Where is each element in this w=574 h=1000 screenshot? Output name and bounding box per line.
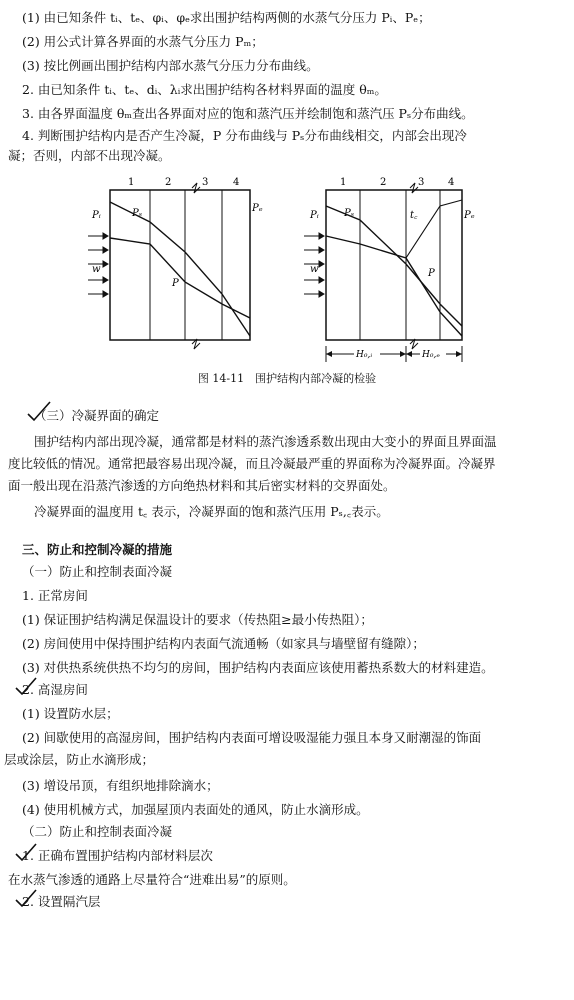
section-3-heading: （三）冷凝界面的确定 (34, 408, 160, 423)
step-4: 2. 由已知条件 tᵢ、tₑ、dᵢ、λᵢ求出围护结构各材料界面的温度 θₘ。 (22, 82, 387, 97)
layer-number-2: 2 (380, 177, 387, 188)
layer-order-text: 在水蒸气渗透的通路上尽量符合“进难出易”的原则。 (8, 872, 296, 887)
section-3-para1-line2: 度比较低的情况。通常把最容易出现冷凝，而且冷凝最严重的界面称为冷凝界面。冷凝界 (8, 456, 496, 471)
label-pe: Pₑ (464, 210, 475, 221)
label-h0i: H₀,ᵢ (356, 350, 373, 360)
vapor-pressure-curve (110, 238, 250, 318)
label-pi: Pᵢ (310, 210, 319, 221)
step-1: (1) 由已知条件 tᵢ、tₑ、φᵢ、φₑ求出围护结构两侧的水蒸气分压力 Pᵢ、Pₑ； (22, 10, 431, 25)
label-tc: t꜀ (410, 210, 418, 221)
step-5: 3. 由各界面温度 θₘ查出各界面对应的饱和蒸汽压并绘制饱和蒸汽压 Pₛ分布曲线。 (22, 106, 474, 121)
humid-room-item-2-cont: 层或涂层，防止水滴形成； (4, 752, 155, 767)
humid-room-item-1: (1) 设置防水层； (22, 706, 119, 721)
normal-room-heading: 1. 正常房间 (22, 588, 88, 603)
normal-room-item-2: (2) 房间使用中保持围护结构内表面气流通畅（如家具与墙壁留有缝隙）； (22, 636, 425, 651)
humid-room-item-2: (2) 间歇使用的高湿房间，围护结构内表面可增设吸湿能力强且本身又耐潮湿的饰面 (22, 730, 482, 745)
section-3-para1-line3: 面一般出现在沿蒸汽渗透的方向绝热材料和其后密实材料的交界面处。 (8, 478, 396, 493)
check-mark-humid-room (12, 676, 48, 700)
label-p: P (428, 268, 435, 279)
layer-number-3: 3 (202, 177, 209, 188)
layer-number-1: 1 (340, 177, 347, 188)
normal-room-item-3: (3) 对供热系统供热不均匀的房间，围护结构内表面应该使用蓄热系数大的材料建造。 (22, 660, 494, 675)
label-w: w (310, 264, 319, 275)
section-three-sub2: （二）防止和控制表面冷凝 (22, 824, 173, 839)
layer-order-heading: 1. 正确布置围护结构内部材料层次 (22, 848, 213, 863)
humid-room-heading: 2. 高湿房间 (22, 682, 88, 697)
label-p: P (172, 278, 179, 289)
break-mark-top (192, 183, 200, 193)
humid-room-item-3: (3) 增设吊顶，有组织地排除滴水； (22, 778, 219, 793)
saturation-pressure-curve (110, 202, 250, 336)
figure-caption: 图 14-11 围护结构内部冷凝的检验 (197, 372, 377, 385)
check-mark-section-3 (24, 400, 64, 424)
section-3-para2: 冷凝界面的温度用 t꜀ 表示，冷凝界面的饱和蒸汽压用 Pₛ,꜀表示。 (34, 504, 389, 519)
vapor-barrier-heading: 2. 设置隔汽层 (22, 894, 101, 909)
break-mark-top (410, 183, 418, 193)
step-6: 4. 判断围护结构内是否产生冷凝，P 分布曲线与 Pₛ分布曲线相交，内部会出现冷 (22, 128, 467, 143)
check-mark-layer-order (12, 842, 48, 866)
normal-room-item-1: (1) 保证围护结构满足保温设计的要求（传热阻≥最小传热阻）； (22, 612, 373, 627)
tangent-line (406, 200, 462, 258)
vapor-pressure-curve (326, 236, 462, 336)
label-w: w (92, 264, 101, 275)
step-2: (2) 用公式计算各界面的水蒸气分压力 Pₘ； (22, 34, 264, 49)
label-h0e: H₀,ₑ (422, 350, 440, 360)
label-ps: Pₛ (344, 208, 355, 219)
figure-left-diagram (80, 176, 280, 366)
label-pe: Pₑ (252, 203, 263, 214)
section-three-sub1: （一）防止和控制表面冷凝 (22, 564, 173, 579)
section-three-heading: 三、防止和控制冷凝的措施 (22, 542, 173, 557)
section-3-para1-line1: 围护结构内部出现冷凝，通常都是材料的蒸汽渗透系数出现由大变小的界面且界面温 (34, 434, 497, 449)
label-ps: Pₛ (132, 208, 143, 219)
layer-number-1: 1 (128, 177, 135, 188)
step-7: 凝；否则，内部不出现冷凝。 (8, 148, 171, 163)
label-pi: Pᵢ (92, 210, 101, 221)
figure-right-diagram (300, 176, 490, 366)
saturation-pressure-curve (326, 206, 462, 326)
step-3: (3) 按比例画出围护结构内部水蒸气分压力分布曲线。 (22, 58, 319, 73)
layer-number-4: 4 (233, 177, 240, 188)
check-mark-vapor-barrier (12, 888, 48, 912)
layer-number-2: 2 (165, 177, 172, 188)
layer-number-3: 3 (418, 177, 425, 188)
layer-number-4: 4 (448, 177, 455, 188)
humid-room-item-4: (4) 使用机械方式，加强屋顶内表面处的通风，防止水滴形成。 (22, 802, 369, 817)
